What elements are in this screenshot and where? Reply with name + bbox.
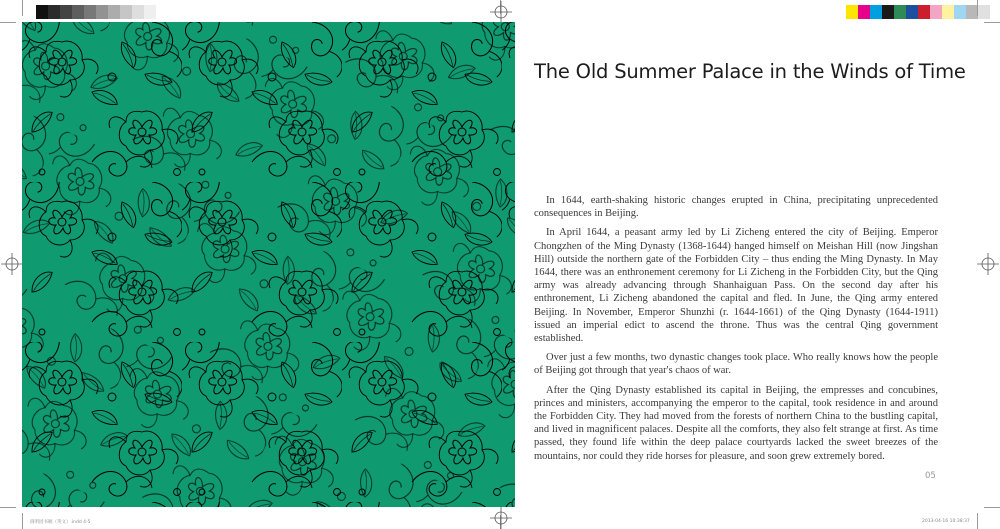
trim-line-right-bottom	[977, 513, 978, 529]
trim-line-bottom-right	[984, 507, 1000, 508]
paragraph-2: In April 1644, a peasant army led by Li Zicheng entered the city of Beijing. Emperor Chongzhen of the Ming Dynasty (1368-1644) hanged himself on Meishan Hill (now Jingshan Hill) outside the northern gate of the Forbidden City – thus ending the Ming Dynasty. In May 1644, there was an enthronement ceremony for Li Zicheng in the Forbidden City, but the Qing army was already advancing through Shanhaiguan Pass. On the second day after his enthronement, Li Zicheng abandoned the capital and fled. In June, the Qing army entered Beijing. In November, Emperor Shunzhi (r. 1644-1661) of the Qing Dynasty (1644-1911) issued an imperial edict to ascend the throne. Thus was the central Qing government established.	[534, 227, 938, 345]
trim-line-right-top	[977, 0, 978, 16]
color-swatch-9	[942, 5, 954, 19]
color-swatch-8	[930, 5, 942, 19]
slug-file-name: 圆明园书稿（英文）.indd 4-5	[30, 520, 91, 525]
gray-swatch-2	[48, 5, 60, 19]
registration-mark-bottom-icon	[490, 507, 512, 529]
gray-swatch-10	[144, 5, 156, 19]
gray-calibration-bar	[36, 5, 156, 19]
gray-swatch-6	[96, 5, 108, 19]
gray-swatch-9	[132, 5, 144, 19]
trim-line-bottom-left	[0, 507, 16, 508]
trim-line-top-right	[984, 22, 1000, 23]
color-swatch-4	[882, 5, 894, 19]
floral-scroll-pattern-icon	[22, 22, 515, 507]
page-number: 05	[925, 471, 936, 481]
gray-swatch-7	[108, 5, 120, 19]
color-swatch-3	[870, 5, 882, 19]
color-swatch-12	[978, 5, 990, 19]
floral-pattern-panel	[22, 22, 515, 507]
color-swatch-5	[894, 5, 906, 19]
slug-timestamp: 2013-04-16 10:38:37	[922, 519, 970, 524]
page-title: The Old Summer Palace in the Winds of Time	[534, 60, 966, 83]
gray-swatch-1	[36, 5, 48, 19]
registration-mark-left-icon	[1, 253, 23, 275]
color-swatch-7	[918, 5, 930, 19]
registration-mark-right-icon	[977, 253, 999, 275]
registration-mark-top-icon	[490, 1, 512, 23]
gray-swatch-4	[72, 5, 84, 19]
color-swatch-2	[858, 5, 870, 19]
trim-line-left-bottom	[22, 513, 23, 529]
gray-swatch-5	[84, 5, 96, 19]
gray-swatch-3	[60, 5, 72, 19]
color-swatch-10	[954, 5, 966, 19]
trim-line-top-left	[0, 22, 16, 23]
color-swatch-6	[906, 5, 918, 19]
color-swatch-1	[846, 5, 858, 19]
body-text	[534, 194, 938, 469]
paragraph-4: After the Qing Dynasty established its capital in Beijing, the empresses and concubines, princes and ministers, accompanying the emperor to the capital, took residence in and around the Forbidden City. They had moved from the forests of northern China to the bustling capital, and lived in magnificent palaces. Despite all the comforts, they also felt strange at first. As time passed, they found life within the deep palace courtyards lacked the sweet breezes of the mountains, nor could they ride horses for pleasure, and soon grew extremely bored.	[534, 384, 938, 462]
paragraph-1: In 1644, earth-shaking historic changes erupted in China, precipitating unprecedented consequences in Beijing.	[534, 195, 938, 220]
trim-line-left-top	[22, 0, 23, 16]
color-calibration-bar	[846, 5, 990, 19]
gray-swatch-8	[120, 5, 132, 19]
paragraph-3: Over just a few months, two dynastic changes took place. Who really knows how the people of Beijing got through that year's chaos of war.	[534, 352, 938, 377]
